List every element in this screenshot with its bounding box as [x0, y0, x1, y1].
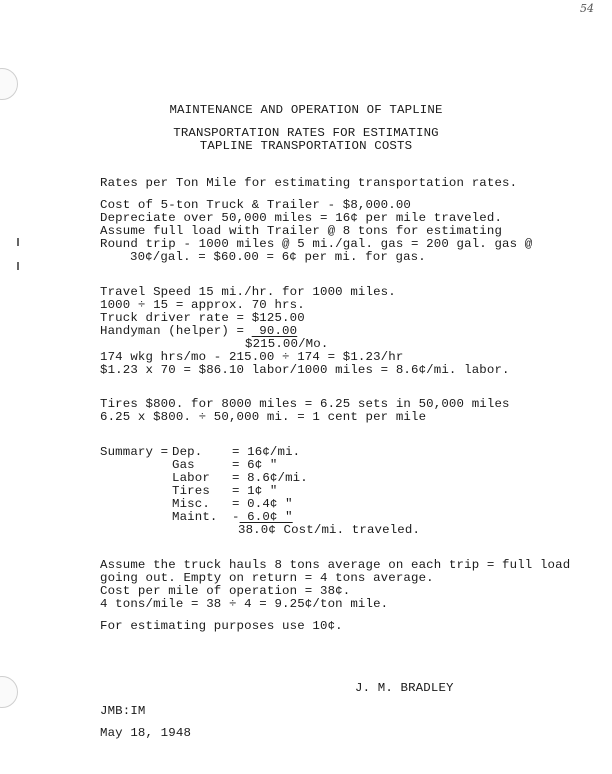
labor-line: Travel Speed 15 mi./hr. for 1000 miles. — [100, 285, 396, 299]
assume-line: Cost per mile of operation = 38¢. — [100, 584, 351, 598]
cost-line: 30¢/gal. = $60.00 = 6¢ per mi. for gas. — [130, 250, 426, 264]
labor-total: $215.00/Mo. — [245, 337, 329, 351]
tires-line: Tires $800. for 8000 miles = 6.25 sets in 50,000 miles — [100, 397, 510, 411]
handyman-value: 90.00 — [251, 324, 298, 338]
labor-line: $1.23 x 70 = $86.10 labor/1000 miles = 8.6¢/mi. labor. — [100, 363, 510, 377]
summary-value: = 6¢ " — [232, 458, 278, 472]
assume-line: Assume the truck hauls 8 tons average on each trip = full load — [100, 558, 571, 572]
document-subtitle: TAPLINE TRANSPORTATION COSTS — [199, 139, 413, 153]
document-title: MAINTENANCE AND OPERATION OF TAPLINE — [169, 103, 443, 117]
date: May 18, 1948 — [100, 726, 192, 740]
maint-value: 6.0¢ " — [239, 510, 293, 524]
summary-item: Gas — [172, 458, 195, 472]
initials: JMB:IM — [100, 704, 146, 718]
cost-line: Round trip - 1000 miles @ 5 mi./gal. gas = 200 gal. gas @ — [100, 237, 533, 251]
labor-line: 174 wkg hrs/mo - 215.00 ÷ 174 = $1.23/hr — [100, 350, 404, 364]
margin-mark — [17, 238, 19, 246]
labor-line: 1000 ÷ 15 = approx. 70 hrs. — [100, 298, 305, 312]
summary-item: Tires — [172, 484, 210, 498]
summary-item: Labor — [172, 471, 210, 485]
page-number: 54 — [580, 2, 594, 15]
summary-value: = 16¢/mi. — [232, 445, 301, 459]
labor-line: Truck driver rate = $125.00 — [100, 311, 305, 325]
summary-value: = 1¢ " — [232, 484, 278, 498]
intro-text: Rates per Ton Mile for estimating transportation rates. — [100, 176, 518, 190]
summary-item: Misc. — [172, 497, 210, 511]
assume-line: going out. Empty on return = 4 tons average. — [100, 571, 434, 585]
summary-item: Dep. — [172, 445, 203, 459]
summary-eq: - — [232, 510, 240, 524]
cost-line: Depreciate over 50,000 miles = 16¢ per mile traveled. — [100, 211, 503, 225]
assume-line: 4 tons/mile = 38 ÷ 4 = 9.25¢/ton mile. — [100, 597, 389, 611]
handyman-label: Handyman (helper) = — [100, 324, 252, 338]
cost-line: Assume full load with Trailer @ 8 tons for estimating — [100, 224, 503, 238]
summary-item: Maint. — [172, 510, 218, 524]
signature: J. M. BRADLEY — [355, 681, 454, 695]
summary-label: Summary = — [100, 445, 169, 459]
tires-line: 6.25 x $800. ÷ 50,000 mi. = 1 cent per mile — [100, 410, 427, 424]
summary-value: = 8.6¢/mi. — [232, 471, 308, 485]
punch-hole-bottom — [0, 676, 18, 708]
document-subtitle: TRANSPORTATION RATES FOR ESTIMATING — [173, 126, 439, 140]
summary-value: = 0.4¢ " — [232, 497, 293, 511]
margin-mark — [17, 262, 19, 270]
estimate-text: For estimating purposes use 10¢. — [100, 619, 343, 633]
cost-line: Cost of 5-ton Truck & Trailer - $8,000.00 — [100, 198, 412, 212]
punch-hole-top — [0, 68, 18, 100]
summary-total: 38.0¢ Cost/mi. traveled. — [238, 523, 421, 537]
